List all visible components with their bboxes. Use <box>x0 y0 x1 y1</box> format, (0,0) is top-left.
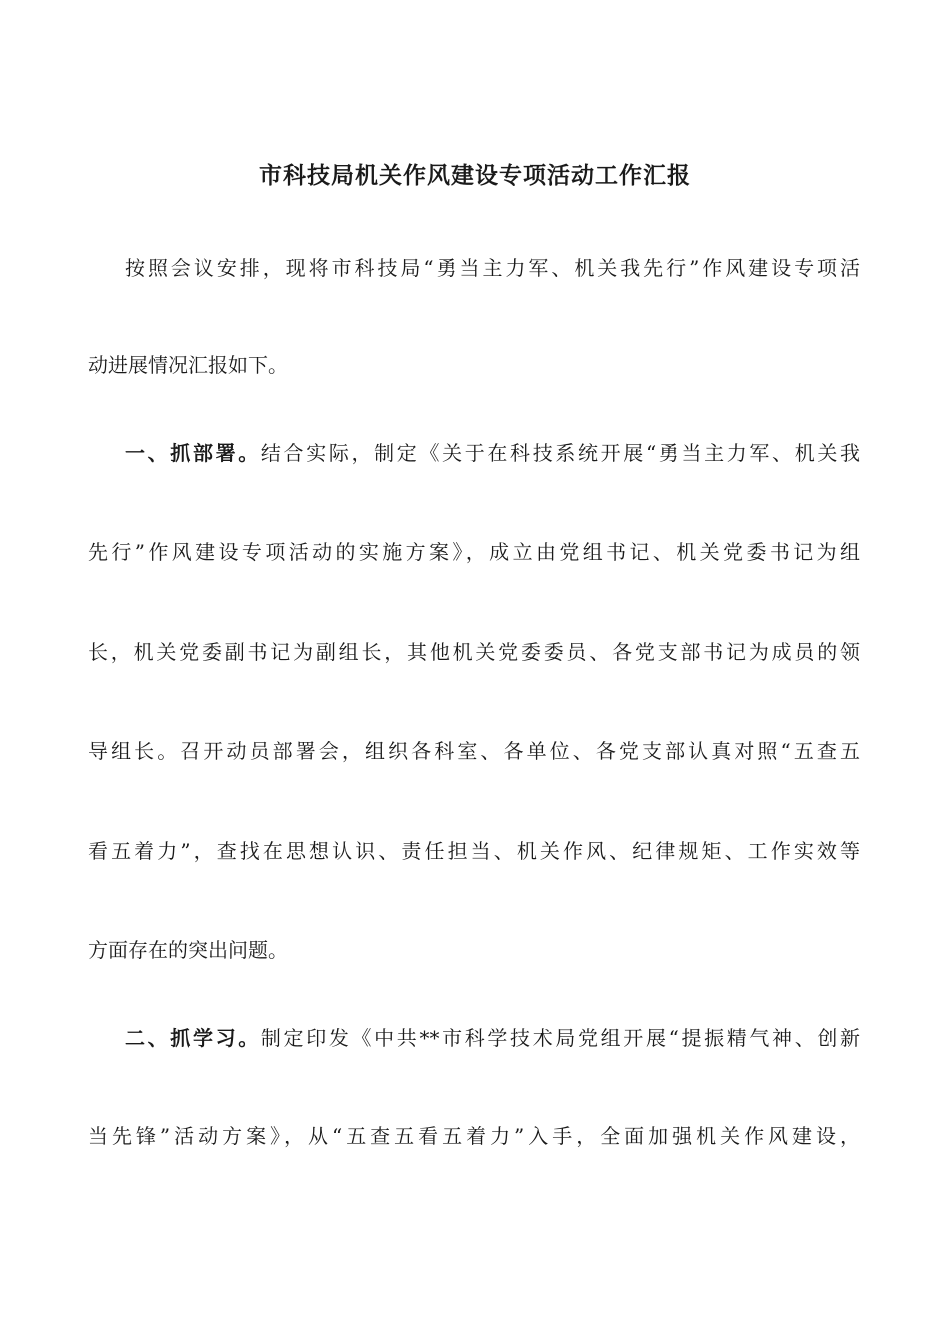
section2-line-1 <box>88 1018 860 1058</box>
document-title: 市科技局机关作风建设专项活动工作汇报 <box>259 162 691 189</box>
intro-line-1: 按照会议安排，现将市科技局“勇当主力军、机关我先行”作风建设专项活 <box>125 256 860 280</box>
section1-line-5: 看五着力”，查找在思想认识、责任担当、机关作风、纪律规矩、工作实效等 <box>88 839 860 863</box>
section2-line-1-text: 制定印发《中共**市科学技术局党组开展“提振精气神、创新 <box>260 1026 860 1050</box>
section1-line-4: 导组长。召开动员部署会，组织各科室、各单位、各党支部认真对照“五查五 <box>88 739 860 763</box>
section2-heading: 二、抓学习。 <box>125 1026 261 1050</box>
section1-line-2: 先行”作风建设专项活动的实施方案》，成立由党组书记、机关党委书记为组 <box>88 540 860 564</box>
section1-line-6: 方面存在的突出问题。 <box>88 938 288 962</box>
section1-line-1-text: 结合实际，制定《关于在科技系统开展“勇当主力军、机关我 <box>260 441 860 465</box>
section1-line-1 <box>88 433 860 473</box>
intro-line-2: 动进展情况汇报如下。 <box>88 353 288 377</box>
section1-line-3: 长，机关党委副书记为副组长，其他机关党委委员、各党支部书记为成员的领 <box>88 640 860 664</box>
section1-heading: 一、抓部署。 <box>125 441 261 465</box>
section2-line-2: 当先锋”活动方案》，从“五查五看五着力”入手，全面加强机关作风建设， <box>88 1124 860 1148</box>
